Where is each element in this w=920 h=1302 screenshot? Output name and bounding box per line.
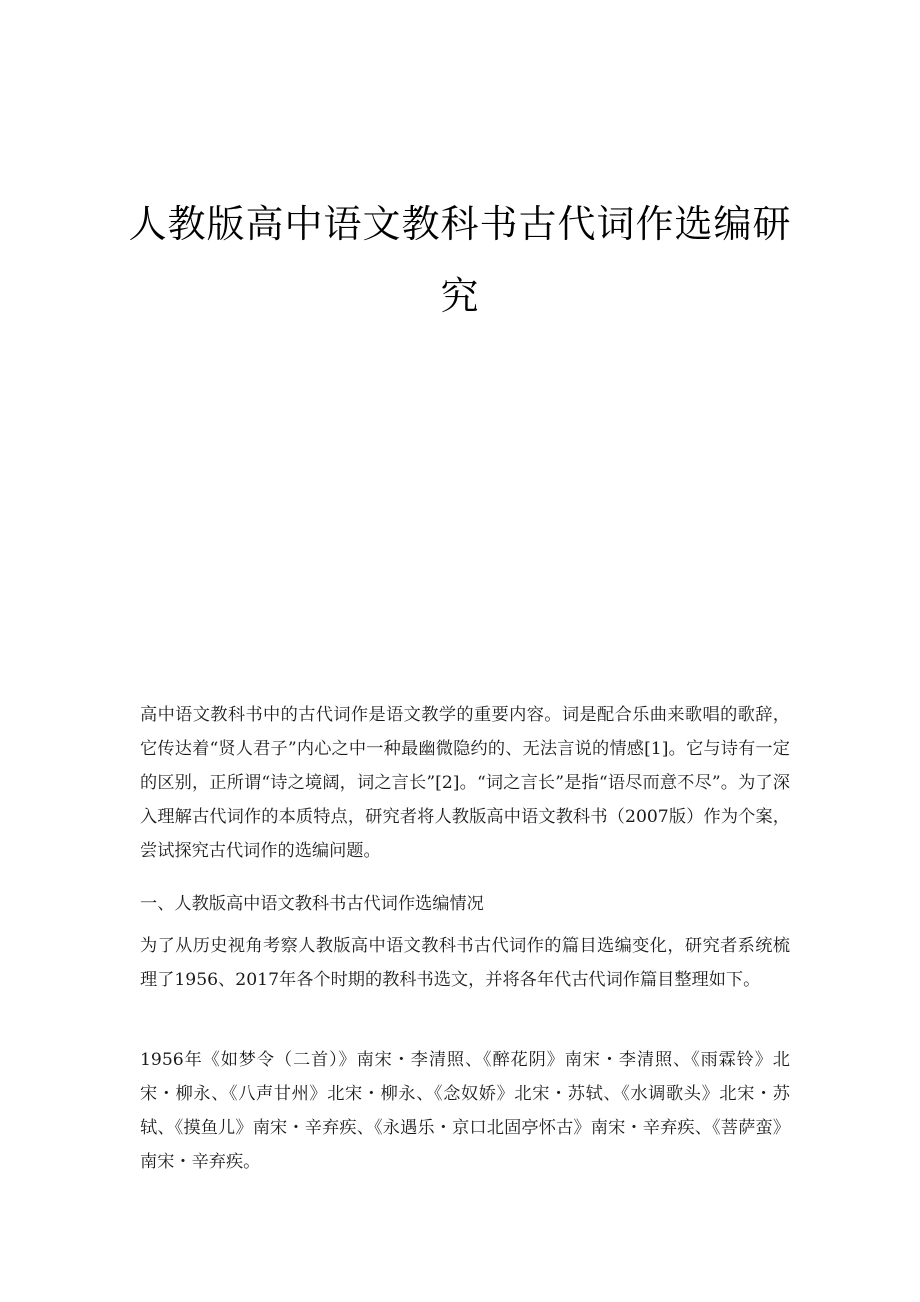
intro-paragraph: 高中语文教科书中的古代词作是语文教学的重要内容。词是配合乐曲来歌唱的歌辞，它传达着“贤人君子”内心之中一种最幽微隐约的、无法言说的情感[1]。它与诗有一定的区别，正所谓“诗之境阔，词之言长”[2]。“词之言长”是指“语尽而意不尽”。为了深入理解古代词作的本质特点，研究者将人教版高中语文教科书（2007版）作为个案，尝试探究古代词作的选编问题。 [140, 705, 790, 861]
section-paragraph: 为了从历史视角考察人教版高中语文教科书古代词作的篇目选编变化，研究者系统梳理了1956、2017年各个时期的教科书选文，并将各年代古代词作篇目整理如下。 [140, 936, 790, 990]
document-title: 人教版高中语文教科书古代词作选编研究 [128, 202, 792, 318]
section-heading: 一、人教版高中语文教科书古代词作选编情况 [140, 894, 484, 914]
poem-list-1956: 1956年《如梦令（二首）》南宋・李清照、《醉花阴》南宋・李清照、《雨霖铃》北宋・柳永、《八声甘州》北宋・柳永、《念奴娇》北宋・苏轼、《水调歌头》北宋・苏轼、《摸鱼儿》南宋・辛弃疾、《永遇乐・京口北固亭怀古》南宋・辛弃疾、《菩萨蛮》南宋・辛弃疾。 [140, 1050, 790, 1172]
